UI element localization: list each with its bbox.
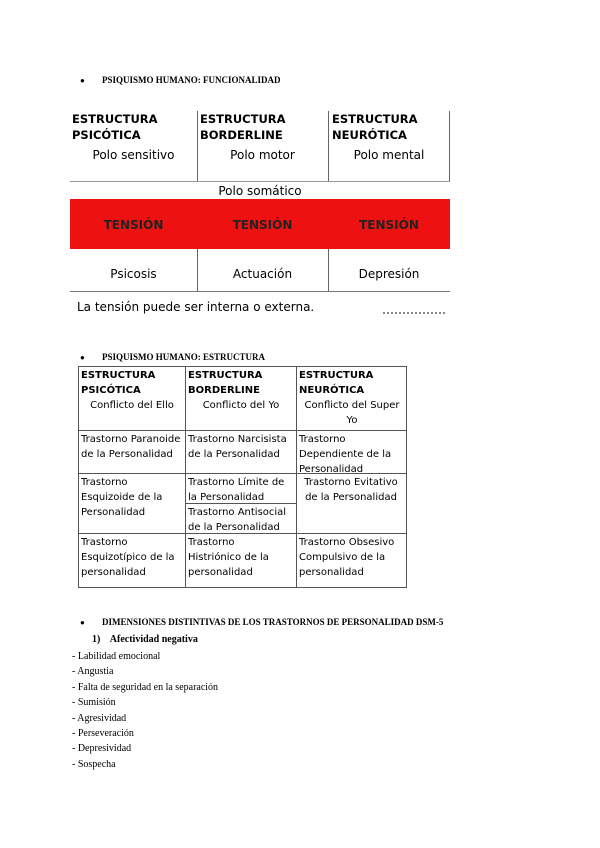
divider	[79, 533, 185, 534]
funcionalidad-table	[70, 111, 450, 291]
header-psicotica: ESTRUCTURA PSICÓTICA Conflicto del Ello	[81, 370, 174, 411]
bullet-icon: ●	[80, 353, 85, 362]
divider	[79, 430, 406, 431]
tension-label: TENSIÓN	[103, 218, 164, 232]
dimension-list	[72, 649, 218, 772]
pole-motor: Polo motor	[230, 148, 295, 162]
list-item: - Falta de seguridad en la separación	[72, 681, 219, 693]
cell-antisocial: Trastorno Antisocial de la Personalidad	[188, 507, 287, 533]
outcome-depresion: Depresión	[358, 267, 420, 281]
divider	[296, 533, 406, 534]
cell-obsesivo: Trastorno Obsesivo Compulsivo de la personalidad	[299, 537, 395, 578]
divider	[328, 111, 329, 181]
section-heading-funcionalidad	[80, 75, 281, 85]
header-psicotica: ESTRUCTURA PSICÓTICA	[72, 112, 158, 142]
list-item: - Perseveración	[72, 728, 134, 740]
tension-label: TENSIÓN	[359, 218, 419, 232]
list-item: - Depresividad	[72, 743, 132, 755]
list-item: - Agresividad	[72, 712, 127, 724]
estructura-table	[78, 366, 407, 588]
cell-esquizotipico: Trastorno Esquizotípico de la personalidad	[81, 537, 175, 578]
section-heading-estructura	[80, 352, 265, 362]
cell-esquizoide: Trastorno Esquizoide de la Personalidad	[81, 477, 163, 518]
cell-evitativo: Trastorno Evitativo de la Personalidad	[304, 477, 398, 503]
header-neurotica: ESTRUCTURA NEURÓTICA	[332, 112, 418, 142]
cell-narcisista: Trastorno Narcisista de la Personalidad	[188, 434, 287, 460]
bullet-icon: ●	[80, 76, 85, 85]
divider	[185, 367, 186, 587]
cropped-signature-line	[383, 312, 445, 318]
divider	[79, 473, 185, 474]
section-title: PSIQUISMO HUMANO: ESTRUCTURA	[102, 352, 266, 362]
cell-dependiente: Trastorno Dependiente de la Personalidad	[299, 434, 392, 475]
section-title: PSIQUISMO HUMANO: FUNCIONALIDAD	[102, 75, 281, 85]
cell-paranoide: Trastorno Paranoide de la Personalidad	[81, 434, 181, 460]
pole-mental: Polo mental	[353, 148, 425, 162]
header-borderline: ESTRUCTURA BORDERLINE	[200, 112, 286, 142]
divider	[197, 111, 198, 181]
pole-sensitivo: Polo sensitivo	[92, 148, 175, 162]
list-item: - Sumisión	[72, 697, 116, 709]
section-heading-dimensiones	[80, 617, 443, 627]
list-item: - Sospecha	[72, 758, 116, 770]
bullet-icon: ●	[80, 618, 85, 627]
list-item: - Angustia	[72, 666, 114, 678]
tension-label: TENSIÓN	[232, 218, 293, 232]
outcome-actuacion: Actuación	[232, 267, 293, 281]
tension-note: La tensión puede ser interna o externa.	[77, 300, 315, 314]
header-borderline: ESTRUCTURA BORDERLINE Conflicto del Yo	[188, 370, 280, 411]
divider	[70, 181, 450, 182]
subheading-afectividad: 1) Afectividad negativa	[92, 634, 198, 645]
cell-histrionico: Trastorno Histriónico de la personalidad	[188, 537, 269, 578]
outcome-psicosis: Psicosis	[110, 267, 157, 281]
divider	[70, 291, 450, 292]
divider	[185, 473, 296, 474]
pole-somatico: Polo somático	[218, 184, 302, 198]
header-neurotica: ESTRUCTURA NEURÓTICA Conflicto del Super Yo	[299, 370, 400, 426]
cell-limite: Trastorno Límite de la Personalidad	[188, 477, 285, 503]
divider	[296, 367, 297, 587]
divider	[449, 111, 450, 181]
list-item: - Labilidad emocional	[72, 651, 161, 662]
section-title: DIMENSIONES DISTINTIVAS DE LOS TRASTORNOS DE PERSONALIDAD DSM-5	[102, 617, 444, 627]
